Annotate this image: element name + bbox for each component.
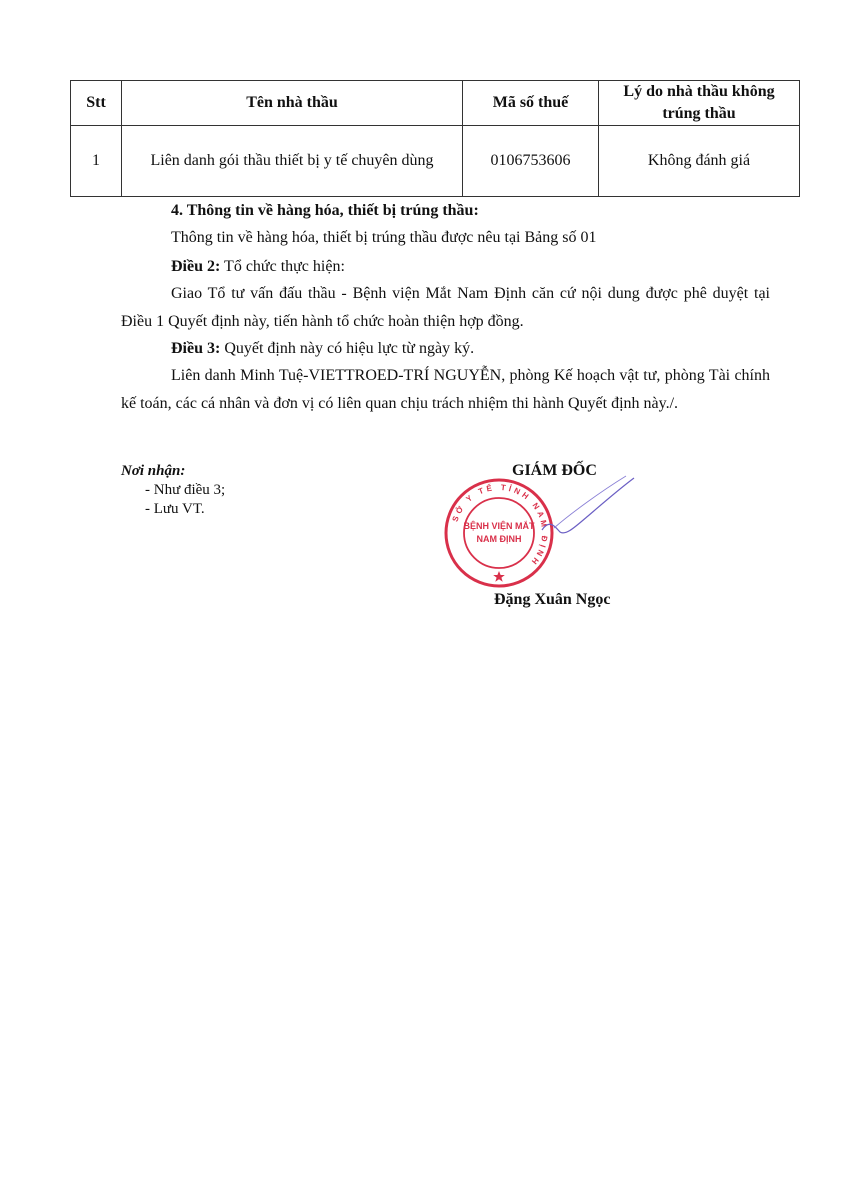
- article3-line: [171, 338, 474, 360]
- article2-body-block: [121, 280, 770, 336]
- header-contractor-name: Tên nhà thầu: [122, 81, 463, 126]
- cell-contractor-name: Liên danh gói thầu thiết bị y tế chuyên dùng: [122, 126, 463, 197]
- article2-body: Giao Tổ tư vấn đấu thầu - Bệnh viện Mắt Nam Định căn cứ nội dung được phê duyệt tại Điều 1 Quyết định này, tiến hành tổ chức hoàn thiện hợp đồng.: [121, 285, 770, 330]
- recipients-block: [121, 462, 225, 519]
- section4-text: Thông tin về hàng hóa, thiết bị trúng thầu được nêu tại Bảng số 01: [171, 229, 597, 246]
- cell-tax-code: 0106753606: [463, 126, 599, 197]
- article2-line: [171, 256, 345, 278]
- table-row: [71, 126, 800, 197]
- cell-rejection-reason: Không đánh giá: [599, 126, 800, 197]
- article3-label: Điều 3:: [171, 340, 221, 357]
- signer-title: GIÁM ĐỐC: [512, 462, 597, 479]
- article2-title: Tổ chức thực hiện:: [220, 258, 345, 275]
- handwritten-signature: [530, 470, 640, 550]
- article3-text: Quyết định này có hiệu lực từ ngày ký.: [220, 340, 475, 357]
- header-rejection-reason: Lý do nhà thầu không trúng thầu: [599, 81, 800, 126]
- recipient-item: - Như điều 3;: [145, 482, 226, 498]
- seal-inner-line2: NAM ĐỊNH: [476, 534, 522, 544]
- signer-name: Đặng Xuân Ngọc: [494, 591, 611, 608]
- article3-body-block: [121, 362, 770, 418]
- recipients-label: Nơi nhận:: [121, 463, 186, 479]
- table-header-row: [71, 81, 800, 126]
- header-stt: Stt: [71, 81, 122, 126]
- header-tax-code: Mã số thuế: [463, 81, 599, 126]
- cell-stt: 1: [71, 126, 122, 197]
- section4-heading: 4. Thông tin về hàng hóa, thiết bị trúng thầu:: [171, 202, 479, 219]
- contractors-table: [70, 80, 800, 197]
- article3-body: Liên danh Minh Tuệ-VIETTROED-TRÍ NGUYỄN, phòng Kế hoạch vật tư, phòng Tài chính kế toán, các cá nhân và đơn vị có liên quan chịu trách nhiệm thi hành Quyết định này./.: [121, 367, 770, 412]
- seal-inner-line1: BỆNH VIỆN MẮT: [463, 521, 535, 531]
- seal-outer-text: SỞ Y TẾ TỈNH NAM ĐỊNH: [450, 482, 550, 569]
- article2-label: Điều 2:: [171, 258, 221, 275]
- recipient-item: - Lưu VT.: [145, 501, 205, 517]
